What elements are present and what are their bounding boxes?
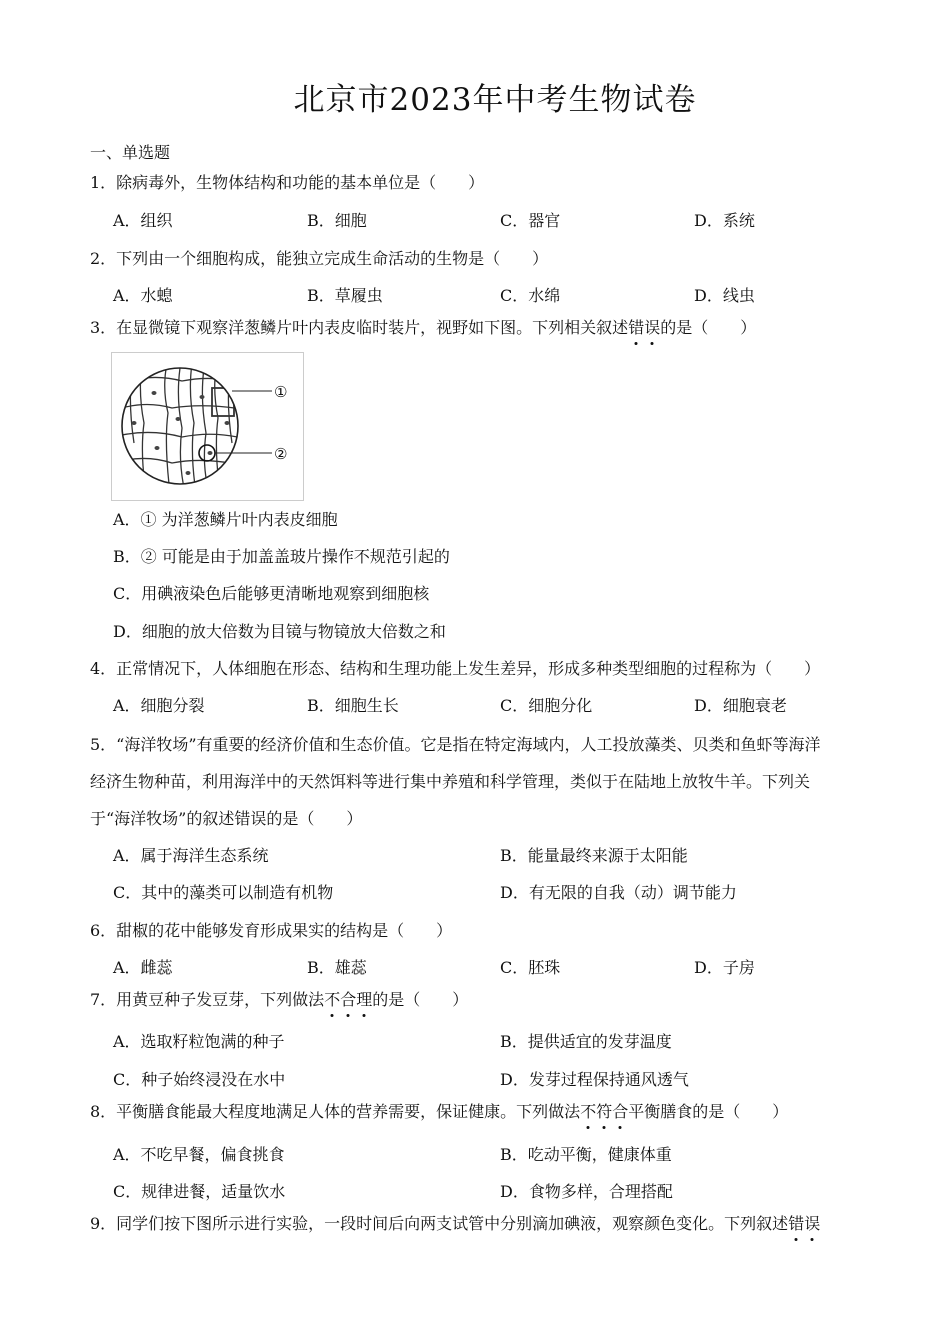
question-4-option-c: C．细胞分化 [500, 696, 593, 715]
question-4-stem: 4．正常情况下，人体细胞在形态、结构和生理功能上发生差异，形成多种类型细胞的过程称为（ ） [90, 659, 821, 678]
question-3-stem: 3．在显微镜下观察洋葱鳞片叶内表皮临时装片，视野如下图。下列相关叙述错误的是（ ） [90, 316, 756, 340]
question-7-stem: 7．用黄豆种子发豆芽，下列做法不合理的是（ ） [90, 988, 468, 1012]
question-7-option-a: A．选取籽粒饱满的种子 [113, 1032, 285, 1051]
question-2-option-c: C．水绵 [500, 286, 561, 305]
question-4-option-a: A．细胞分裂 [113, 696, 205, 715]
emphasis-char: 不 [324, 988, 340, 1012]
question-5-stem-line-2: 经济生物种苗，利用海洋中的天然饵料等进行集中养殖和科学管理，类似于在陆地上放牧牛羊。下列关 [90, 772, 811, 791]
question-8-stem: 8．平衡膳食能最大程度地满足人体的营养需要，保证健康。下列做法不符合平衡膳食的是（ ） [90, 1100, 788, 1124]
question-6-option-d: D．子房 [694, 958, 755, 977]
question-1-option-d: D．系统 [694, 211, 755, 230]
question-5-option-b: B．能量最终来源于太阳能 [500, 846, 688, 865]
question-8-option-d: D．食物多样，合理搭配 [500, 1182, 673, 1201]
exam-title: 北京市2023年中考生物试卷 [293, 82, 697, 118]
question-6-option-a: A．雌蕊 [113, 958, 173, 977]
question-1-option-c: C．器官 [500, 211, 561, 230]
question-1-stem: 1．除病毒外，生物体结构和功能的基本单位是（ ） [90, 173, 485, 192]
section-heading: 一、单选题 [90, 143, 171, 162]
question-5-stem-line-3: 于“海洋牧场”的叙述错误的是（ ） [90, 809, 363, 828]
question-2-option-a: A．水螅 [113, 286, 173, 305]
question-3-option-b: B．② 可能是由于加盖盖玻片操作不规范引起的 [113, 547, 450, 566]
question-2-stem: 2．下列由一个细胞构成，能独立完成生命活动的生物是（ ） [90, 249, 549, 268]
emphasis-char: 误 [644, 316, 660, 340]
emphasis-char: 错 [628, 316, 644, 340]
question-4-option-b: B．细胞生长 [307, 696, 399, 715]
question-7-option-d: D．发芽过程保持通风透气 [500, 1070, 689, 1089]
emphasis-char: 合 [612, 1100, 628, 1124]
question-1-option-b: B．细胞 [307, 211, 367, 230]
figure-label-1: ① [274, 383, 288, 401]
question-3-option-c: C．用碘液染色后能够更清晰地观察到细胞核 [113, 584, 430, 603]
question-3-option-d: D．细胞的放大倍数为目镜与物镜放大倍数之和 [113, 622, 446, 641]
question-9-stem: 9．同学们按下图所示进行实验，一段时间后向两支试管中分别滴加碘液，观察颜色变化。下列叙述错误 [90, 1212, 820, 1236]
emphasis-char: 合 [340, 988, 356, 1012]
question-8-option-c: C．规律进餐，适量饮水 [113, 1182, 286, 1201]
emphasis-char: 错 [788, 1212, 804, 1236]
emphasis-char: 理 [356, 988, 372, 1012]
question-3-option-a: A．① 为洋葱鳞片叶内表皮细胞 [113, 510, 338, 529]
question-7-option-c: C．种子始终浸没在水中 [113, 1070, 286, 1089]
question-5-stem-line-1: 5．“海洋牧场”有重要的经济价值和生态价值。它是指在特定海域内，人工投放藻类、贝类和鱼虾等海洋 [90, 735, 821, 754]
question-8-option-a: A．不吃早餐，偏食挑食 [113, 1145, 285, 1164]
question-5-option-c: C．其中的藻类可以制造有机物 [113, 883, 334, 902]
question-4-option-d: D．细胞衰老 [694, 696, 787, 715]
emphasis-char: 符 [596, 1100, 612, 1124]
emphasis-char: 不 [580, 1100, 596, 1124]
question-2-option-d: D．线虫 [694, 286, 755, 305]
question-1-option-a: A．组织 [113, 211, 173, 230]
onion-epidermis-microscope-figure [111, 352, 304, 501]
question-2-option-b: B．草履虫 [307, 286, 383, 305]
question-6-stem: 6．甜椒的花中能够发育形成果实的结构是（ ） [90, 921, 453, 940]
question-5-option-d: D．有无限的自我（动）调节能力 [500, 883, 737, 902]
question-6-option-c: C．胚珠 [500, 958, 561, 977]
question-8-option-b: B．吃动平衡，健康体重 [500, 1145, 672, 1164]
question-5-option-a: A．属于海洋生态系统 [113, 846, 269, 865]
question-6-option-b: B．雄蕊 [307, 958, 367, 977]
question-7-option-b: B．提供适宜的发芽温度 [500, 1032, 672, 1051]
microscope-field-diagram [112, 353, 303, 500]
figure-label-2: ② [274, 445, 288, 463]
emphasis-char: 误 [804, 1212, 820, 1236]
